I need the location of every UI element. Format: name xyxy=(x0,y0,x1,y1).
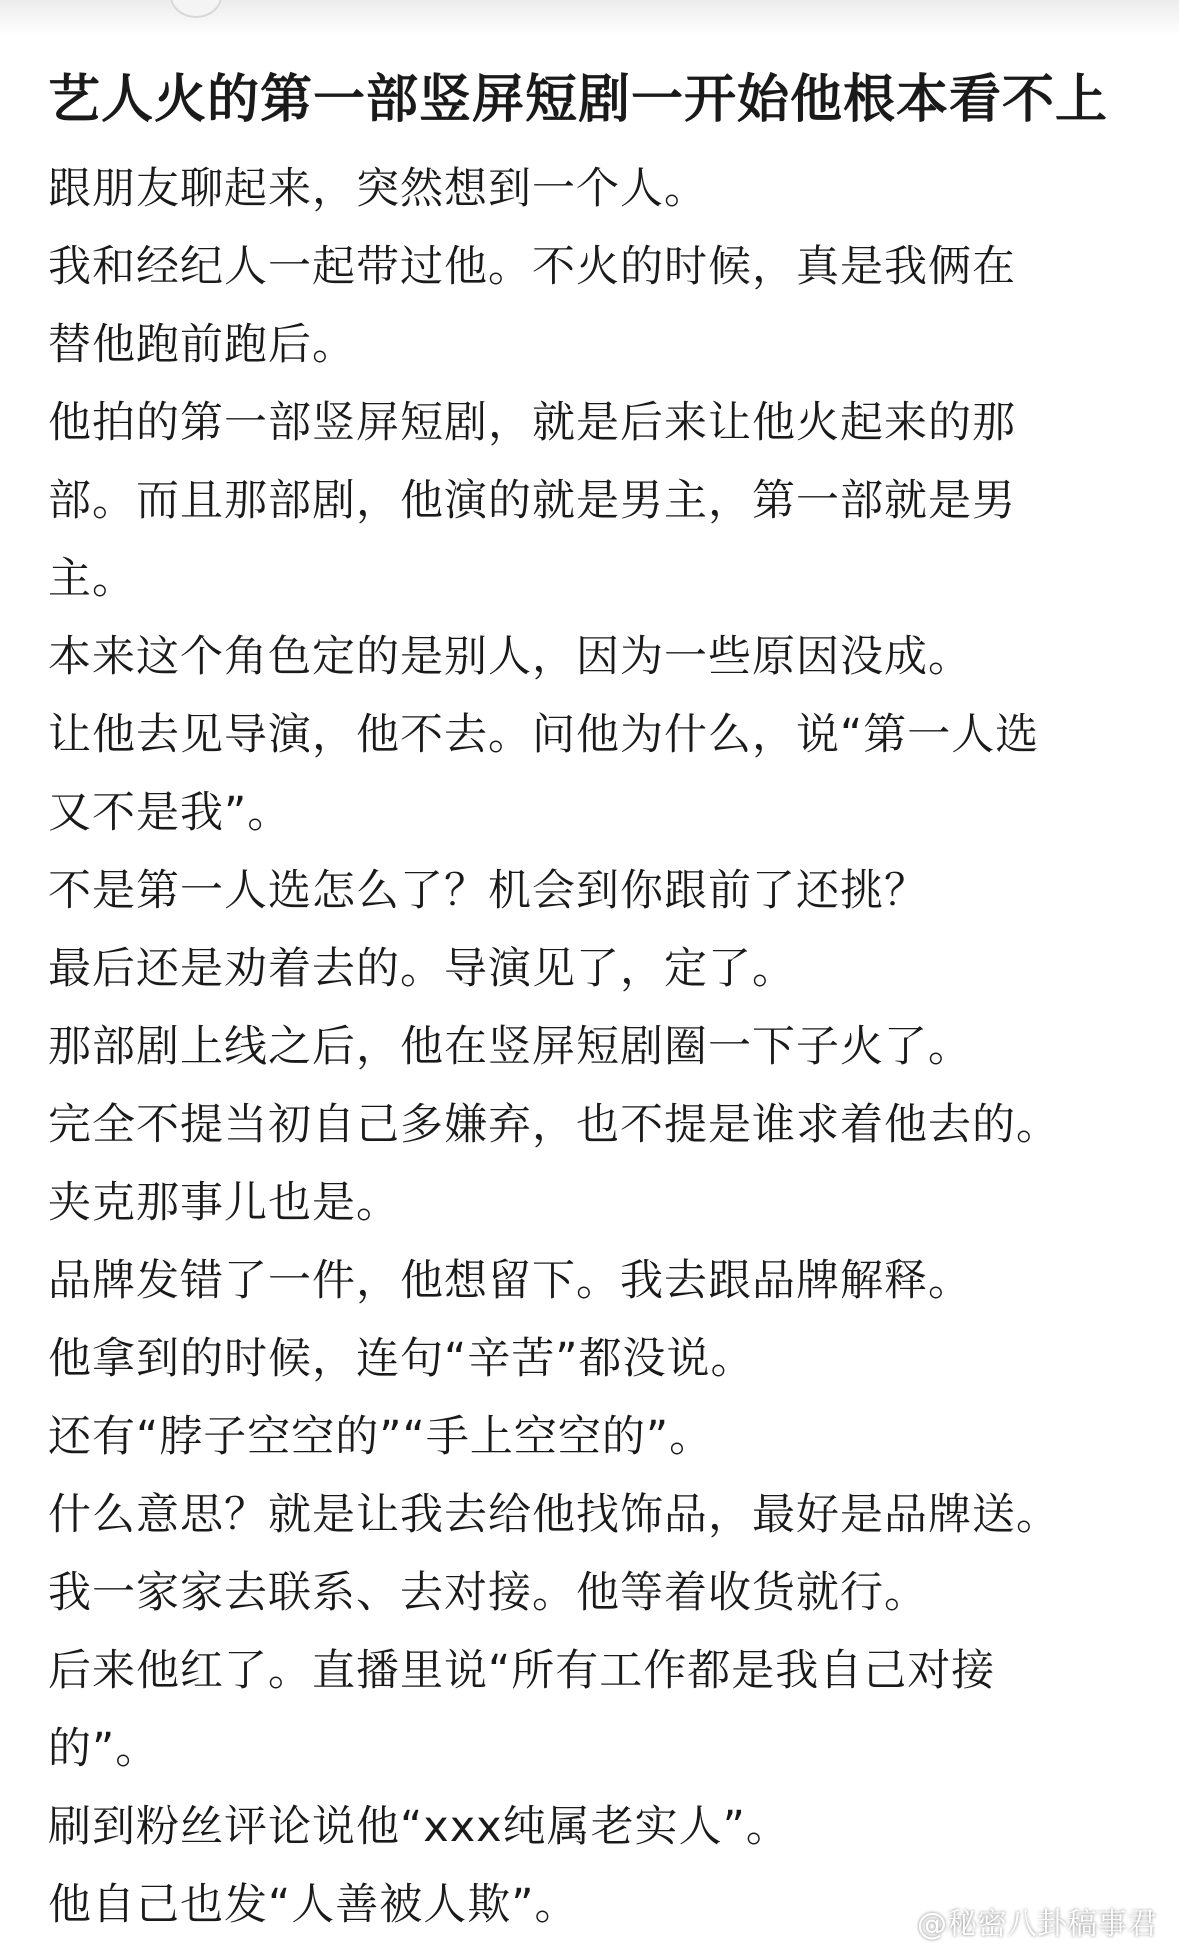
post-line: 夹克那事儿也是。 xyxy=(48,1178,400,1228)
post-line: 不是第一人选怎么了？机会到你跟前了还挑？ xyxy=(48,866,928,916)
post-line: 他拿到的时候，连句“辛苦”都没说。 xyxy=(48,1334,755,1384)
post-line: 完全不提当初自己多嫌弃，也不提是谁求着他去的。 xyxy=(48,1100,1060,1150)
post-line: 品牌发错了一件，他想留下。我去跟品牌解释。 xyxy=(48,1256,972,1306)
post-article xyxy=(48,58,1148,1944)
post-line: 我一家家去联系、去对接。他等着收货就行。 xyxy=(48,1568,928,1618)
post-title: 艺人火的第一部竖屏短剧一开始他根本看不上 xyxy=(48,70,1109,130)
post-body xyxy=(48,150,1148,1944)
watermark-text: @秘密八卦稿事君 xyxy=(917,1907,1157,1942)
post-line: 什么意思？就是让我去给他找饰品，最好是品牌送。 xyxy=(48,1490,1060,1540)
post-line: 本来这个角色定的是别人，因为一些原因没成。 xyxy=(48,632,972,682)
post-line: 最后还是劝着去的。导演见了，定了。 xyxy=(48,944,796,994)
post-line: 他拍的第一部竖屏短剧，就是后来让他火起来的那 部。而且那部剧，他演的就是男主，第一部就是男 主。 xyxy=(48,398,1016,604)
post-line: 他自己也发“人善被人欺”。 xyxy=(48,1880,579,1930)
watermark xyxy=(873,1901,1157,1941)
post-line: 我和经纪人一起带过他。不火的时候，真是我俩在 替他跑前跑后。 xyxy=(48,242,1016,370)
weibo-logo-icon xyxy=(873,1906,911,1936)
post-line: 让他去见导演，他不去。问他为什么，说“第一人选 又不是我”。 xyxy=(48,710,1040,838)
post-line: 刷到粉丝评论说他“xxx纯属老实人”。 xyxy=(48,1802,790,1852)
post-line: 跟朋友聊起来，突然想到一个人。 xyxy=(48,164,708,214)
post-line: 后来他红了。直播里说“所有工作都是我自己对接 的”。 xyxy=(48,1646,996,1774)
post-line: 还有“脖子空空的”“手上空空的”。 xyxy=(48,1412,714,1462)
post-line: 那部剧上线之后，他在竖屏短剧圈一下子火了。 xyxy=(48,1022,972,1072)
